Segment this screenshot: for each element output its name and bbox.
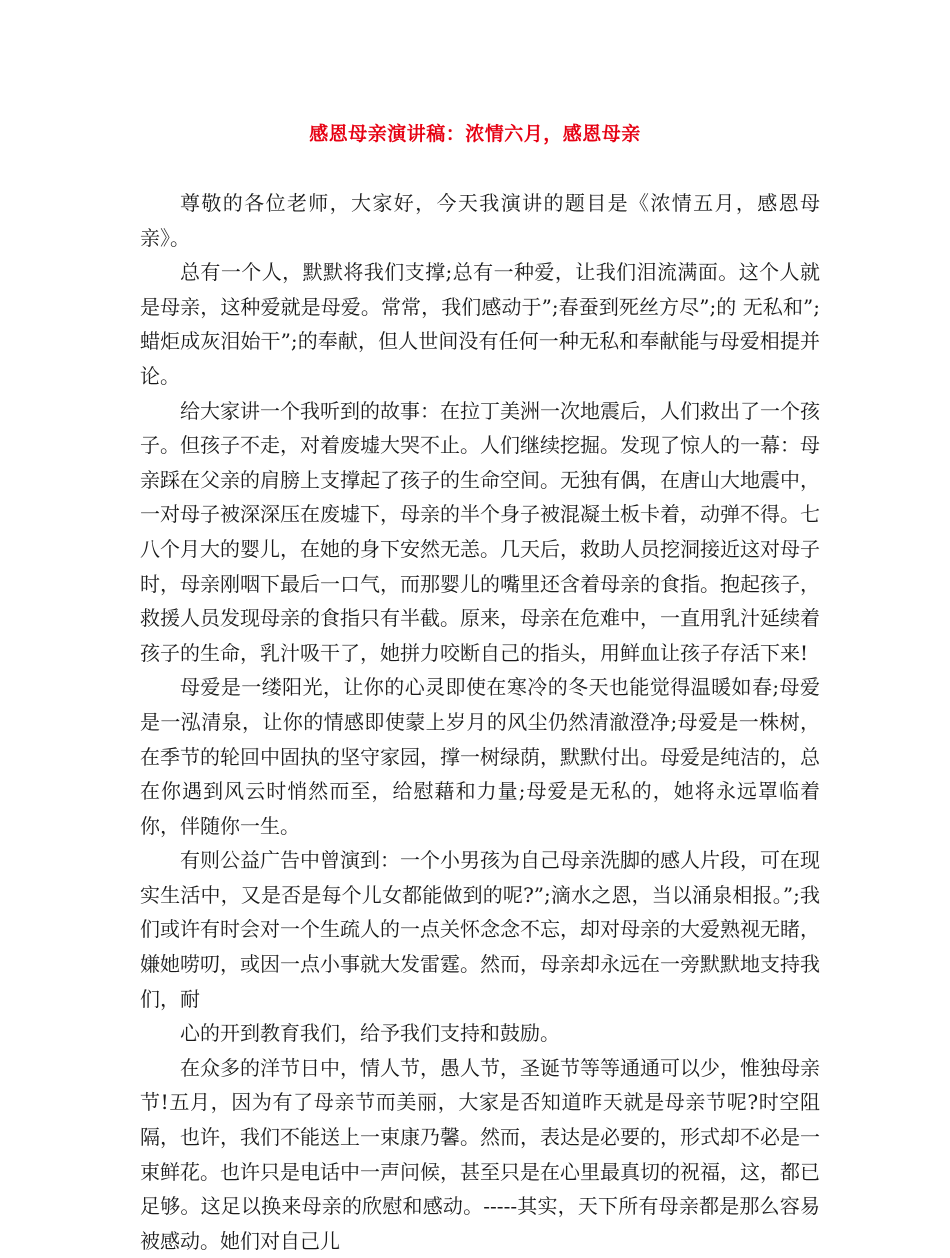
paragraph-public-ad-continued: 心的开到教育我们，给予我们支持和鼓励。 [180,1021,560,1046]
paragraph-mother-love: 总有一个人，默默将我们支撑;总有一种爱，让我们泪流满面。这个人就是母亲，这种爱就是母爱。常常，我们感动于”;春蚕到死丝方尽”;的 无私和”;蜡炬成灰泪始干”;的奉献，但人世间没有任何一种无私和奉献能与母爱相提并论。 [140,260,820,388]
document-title: 感恩母亲演讲稿：浓情六月，感恩母亲 [309,123,641,145]
paragraph-mothers-day: 在众多的洋节日中，情人节，愚人节，圣诞节等等通通可以少，惟独母亲节!五月，因为有了母亲节而美丽，大家是否知道昨天就是母亲节呢?时空阻隔，也许，我们不能送上一束康乃馨。然而，表达是必要的，形式却不必是一束鲜花。也许只是电话中一声问候，甚至只是在心里最真切的祝福，这，都已足够。这足以换来母亲的欣慰和感动。-----其实，天下所有母亲都是那么容易被感动。她们对自己儿 [140,1055,820,1253]
paragraph-greeting: 尊敬的各位老师，大家好，今天我演讲的题目是《浓情五月，感恩母亲》。 [140,191,820,250]
paragraph-earthquake-story: 给大家讲一个我听到的故事：在拉丁美洲一次地震后，人们救出了一个孩子。但孩子不走，对着废墟大哭不止。人们继续挖掘。发现了惊人的一幕：母亲踩在父亲的肩膀上支撑起了孩子的生命空间。无独有偶，在唐山大地震中，一对母子被深深压在废墟下，母亲的半个身子被混凝土板卡着，动弹不得。七八个月大的婴儿，在她的身下安然无恙。几天后，救助人员挖洞接近这对母子时，母亲刚咽下最后一口气，而那婴儿的嘴里还含着母亲的食指。抱起孩子，救援人员发现母亲的食指只有半截。原来，母亲在危难中，一直用乳汁延续着孩子的生命，乳汁吸干了，她拼力咬断自己的指头，用鲜血让孩子存活下来! [140,398,820,665]
document-body [140,186,820,1258]
paragraph-mother-love-metaphors: 母爱是一缕阳光，让你的心灵即使在寒冷的冬天也能觉得温暖如春;母爱是一泓清泉，让你的情感即使蒙上岁月的风尘仍然清澈澄净;母爱是一株树，在季节的轮回中固执的坚守家园，撑一树绿荫，默默付出。母爱是纯洁的，总在你遇到风云时悄然而至，给慰藉和力量;母爱是无私的，她将永远罩临着你，伴随你一生。 [140,675,820,838]
paragraph-public-ad: 有则公益广告中曾演到：一个小男孩为自己母亲洗脚的感人片段，可在现实生活中，又是否是每个儿女都能做到的呢?”;滴水之恩，当以涌泉相报。”;我们或许有时会对一个生疏人的一点关怀念念不忘，却对母亲的大爱熟视无睹，嫌她唠叨，或因一点小事就大发雷霆。然而，母亲却永远在一旁默默地支持我们，耐 [140,848,820,1011]
